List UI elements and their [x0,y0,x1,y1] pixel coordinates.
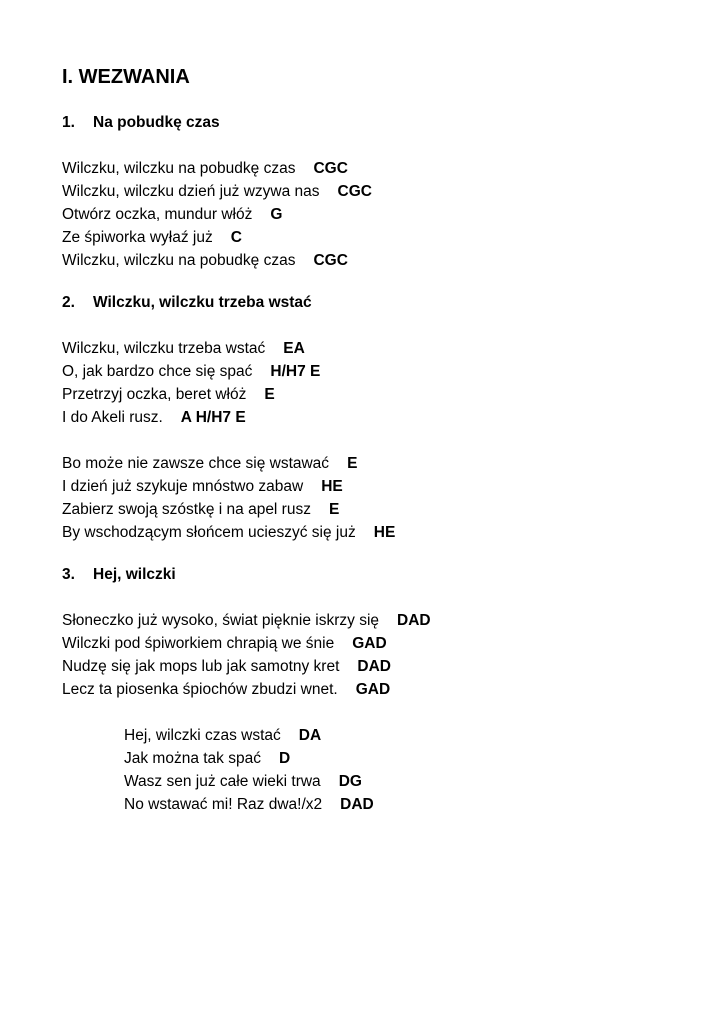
song-3 [62,563,702,816]
lyric-text: Przetrzyj oczka, beret włóż [62,386,247,403]
lyric-text: Zabierz swoją szóstkę i na apel rusz [62,501,311,518]
song-title-text: Na pobudkę czas [93,114,220,131]
song-title [62,111,702,134]
song-number: 2. [62,294,75,311]
lyric-text: Lecz ta piosenka śpiochów zbudzi wnet. [62,681,338,698]
lyric-text: Wasz sen już całe wieki trwa [124,773,321,790]
lyric-line [62,655,702,678]
chord-label: EA [283,340,305,357]
chord-label: G [270,206,283,223]
lyric-text: Wilczku, wilczku trzeba wstać [62,340,266,357]
lyric-line [62,475,702,498]
lyric-text: By wschodzącym słońcem ucieszyć się już [62,524,356,541]
lyric-line [62,226,702,249]
lyric-text: Bo może nie zawsze chce się wstawać [62,455,330,472]
chord-label: DAD [397,612,431,629]
chord-label: HE [321,478,343,495]
chorus-stanza [62,724,702,816]
lyric-text: O, jak bardzo chce się spać [62,363,253,380]
lyric-line [62,360,702,383]
lyric-text: Ze śpiworka wyłaź już [62,229,213,246]
lyric-text: Wilczki pod śpiworkiem chrapią we śnie [62,635,335,652]
chord-label: HE [373,524,396,541]
lyric-line [62,452,702,475]
chord-label: C [230,229,242,246]
song-title [62,563,702,586]
stanza [62,452,702,544]
chord-label: DAD [357,658,391,675]
song-title-text: Wilczku, wilczku trzeba wstać [93,294,312,311]
lyric-line [62,498,702,521]
document-title: I. WEZWANIA [62,66,190,88]
lyric-text: Otwórz oczka, mundur włóż [62,206,253,223]
lyric-line [62,678,702,701]
lyric-line [62,180,702,203]
lyric-line [62,203,702,226]
lyric-text: Nudzę się jak mops lub jak samotny kret [62,658,340,675]
song-2 [62,291,702,544]
chord-label: D [278,750,291,767]
chord-label: A H/H7 E [180,409,246,426]
lyric-text: Wilczku, wilczku na pobudkę czas [62,160,296,177]
chord-label: DAD [340,796,374,813]
lyric-text: Wilczku, wilczku na pobudkę czas [62,252,296,269]
lyric-text: No wstawać mi! Raz dwa!/x2 [124,796,323,813]
song-title [62,291,702,314]
lyric-line [62,157,702,180]
song-1 [62,111,702,272]
lyric-line [62,337,702,360]
lyric-text: Hej, wilczki czas wstać [124,727,281,744]
lyric-text: Wilczku, wilczku dzień już wzywa nas [62,183,320,200]
stanza [62,337,702,429]
chord-label: CGC [313,252,348,269]
lyric-text: I do Akeli rusz. [62,409,163,426]
song-number: 3. [62,566,75,583]
lyric-line [62,521,702,544]
chord-label: CGC [313,160,348,177]
lyric-line [124,793,702,816]
lyric-line [124,770,702,793]
chord-label: CGC [337,183,372,200]
chord-label: DA [298,727,322,744]
chord-label: E [264,386,275,403]
lyric-line [62,406,702,429]
chord-label: E [347,455,358,472]
chord-label: E [328,501,340,518]
lyric-text: Słoneczko już wysoko, świat pięknie iskrzy się [62,612,380,629]
lyric-line [62,249,702,272]
stanza [62,157,702,272]
lyric-line [62,632,702,655]
lyric-line [62,609,702,632]
lyric-line [124,747,702,770]
lyric-line [62,383,702,406]
chord-label: H/H7 E [270,363,321,380]
song-number: 1. [62,114,75,131]
song-title-text: Hej, wilczki [93,566,176,583]
lyric-text: I dzień już szykuje mnóstwo zabaw [62,478,304,495]
stanza [62,609,702,701]
songbook-page [62,62,702,816]
lyric-text: Jak można tak spać [124,750,261,767]
chord-label: GAD [355,681,391,698]
lyric-line [124,724,702,747]
chord-label: GAD [352,635,387,652]
chord-label: DG [338,773,362,790]
